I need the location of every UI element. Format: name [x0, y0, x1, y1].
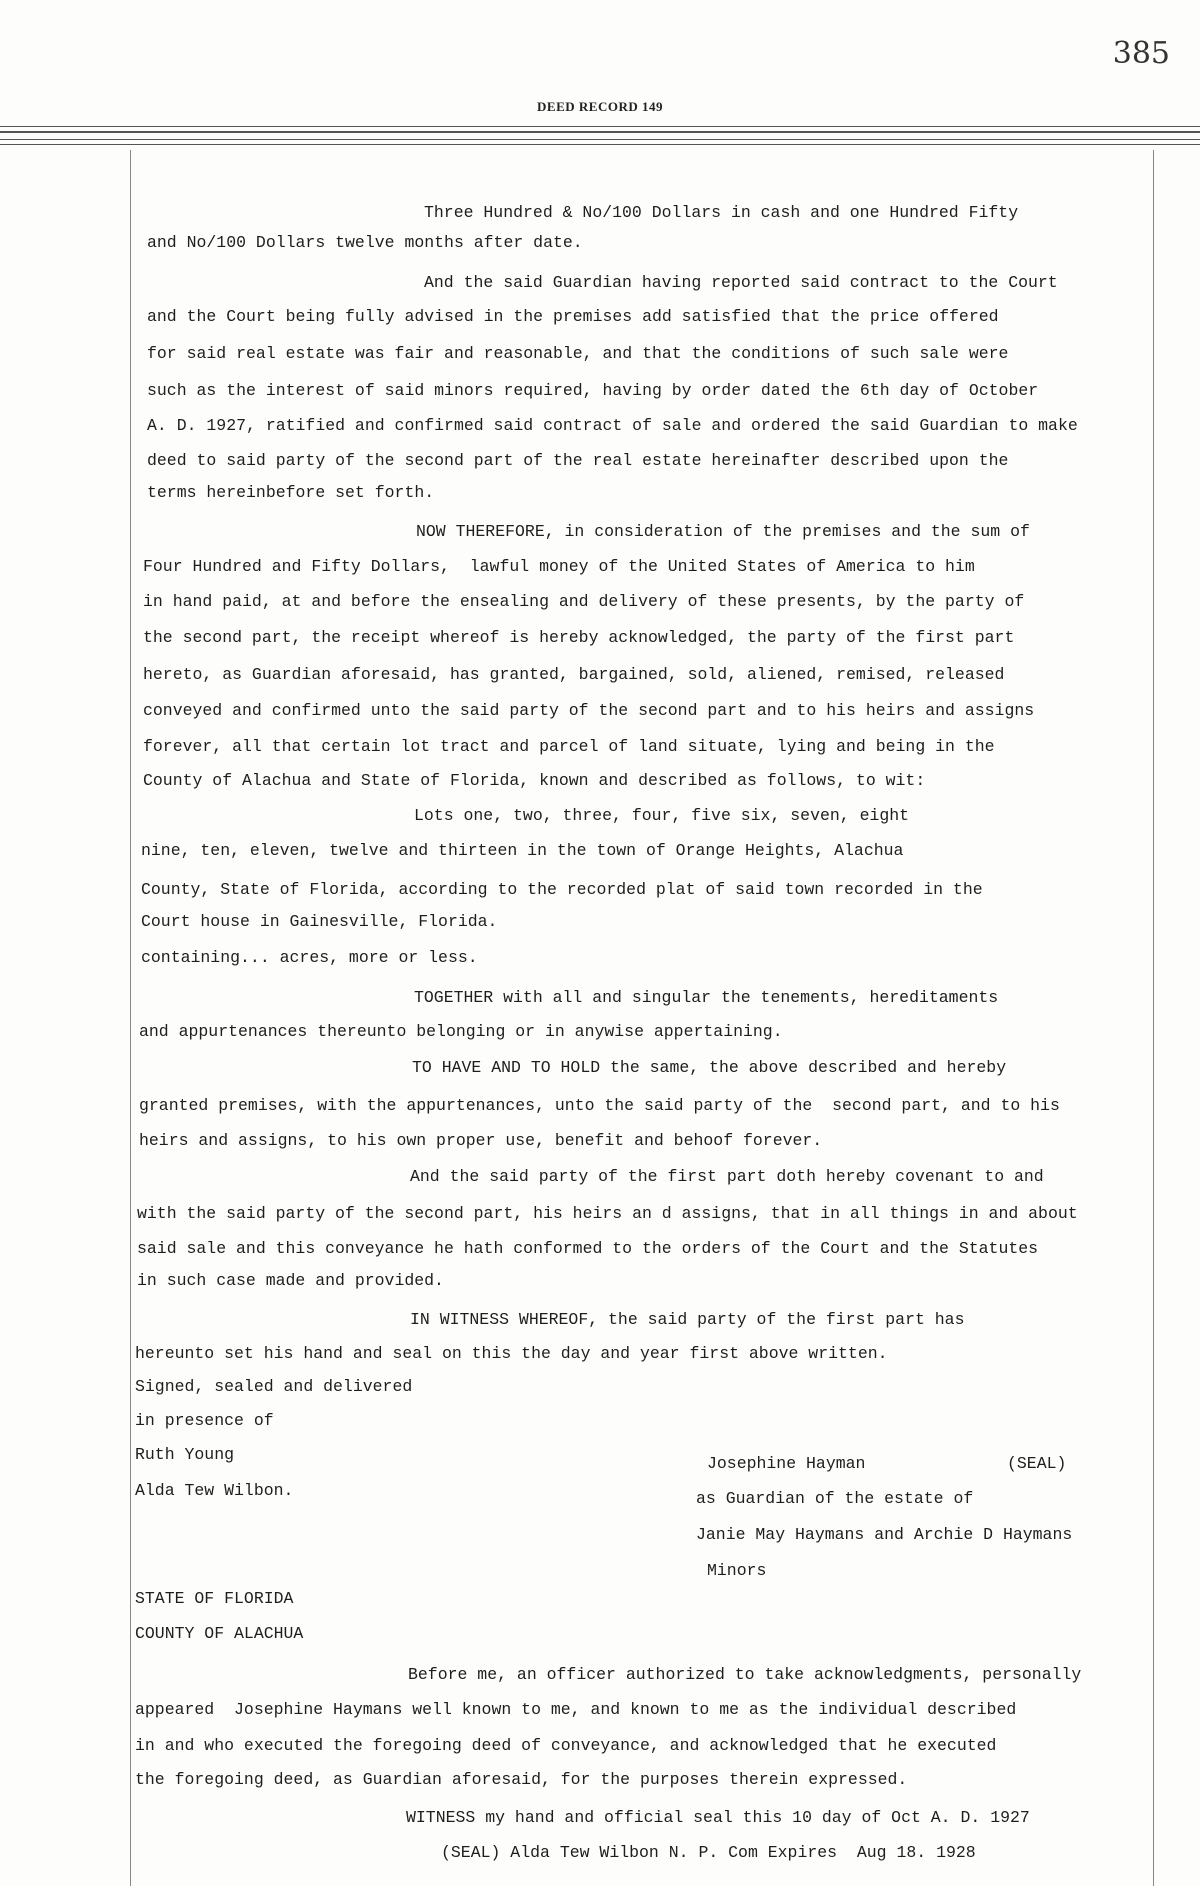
text-line: TOGETHER with all and singular the tenements, hereditaments — [414, 988, 999, 1007]
text-line: in presence of — [135, 1411, 274, 1430]
text-line: such as the interest of said minors required, having by order dated the 6th day of October — [147, 381, 1039, 400]
header-rule — [0, 144, 1200, 145]
header-rule — [0, 139, 1200, 140]
text-line: Court house in Gainesville, Florida. — [141, 912, 498, 931]
signer-role: as Guardian of the estate of — [696, 1489, 974, 1508]
text-line: TO HAVE AND TO HOLD the same, the above described and hereby — [412, 1058, 1007, 1077]
text-line: County, State of Florida, according to the recorded plat of said town recorded in the — [141, 880, 983, 899]
text-line: And the said party of the first part doth hereby covenant to and — [410, 1167, 1044, 1186]
text-line: Lots one, two, three, four, five six, seven, eight — [414, 806, 910, 825]
text-line: the foregoing deed, as Guardian aforesaid, for the purposes therein expressed. — [135, 1770, 908, 1789]
text-line: Before me, an officer authorized to take acknowledgments, personally — [408, 1665, 1082, 1684]
text-line: deed to said party of the second part of the real estate hereinafter described upon the — [147, 451, 1009, 470]
witness-name: Alda Tew Wilbon. — [135, 1481, 294, 1500]
seal-mark: (SEAL) — [1007, 1454, 1067, 1473]
text-line: conveyed and confirmed unto the said party of the second part and to his heirs and assigns — [143, 701, 1035, 720]
venue-county: COUNTY OF ALACHUA — [135, 1624, 304, 1643]
page-number: 385 — [1112, 36, 1170, 71]
text-line: in and who executed the foregoing deed of conveyance, and acknowledged that he executed — [135, 1736, 997, 1755]
text-line: appeared Josephine Haymans well known to me, and known to me as the individual described — [135, 1700, 1017, 1719]
text-line: Four Hundred and Fifty Dollars, lawful money of the United States of America to him — [143, 557, 975, 576]
text-line: heirs and assigns, to his own proper use, benefit and behoof forever. — [139, 1131, 823, 1150]
left-margin-rule — [130, 150, 131, 1886]
text-line: with the said party of the second part, his heirs an d assigns, that in all things in and about — [137, 1204, 1078, 1223]
text-line: and appurtenances thereunto belonging or in anywise appertaining. — [139, 1022, 783, 1041]
text-line: nine, ten, eleven, twelve and thirteen in the town of Orange Heights, Alachua — [141, 841, 904, 860]
signer-wards: Janie May Haymans and Archie D Haymans — [696, 1525, 1073, 1544]
right-margin-rule — [1153, 150, 1154, 1886]
text-line: granted premises, with the appurtenances, unto the said party of the second part, and to his — [139, 1096, 1060, 1115]
text-line: Signed, sealed and delivered — [135, 1377, 413, 1396]
text-line: and the Court being fully advised in the premises add satisfied that the price offered — [147, 307, 999, 326]
venue-state: STATE OF FLORIDA — [135, 1589, 294, 1608]
record-header: DEED RECORD 149 — [537, 99, 663, 114]
text-line: IN WITNESS WHEREOF, the said party of the first part has — [410, 1310, 965, 1329]
text-line: NOW THEREFORE, in consideration of the premises and the sum of — [416, 522, 1030, 541]
signer-name: Josephine Hayman — [707, 1454, 866, 1473]
text-line: hereto, as Guardian aforesaid, has granted, bargained, sold, aliened, remised, released — [143, 665, 1005, 684]
text-line: County of Alachua and State of Florida, known and described as follows, to wit: — [143, 771, 926, 790]
text-line: And the said Guardian having reported said contract to the Court — [424, 273, 1058, 292]
text-line: Three Hundred & No/100 Dollars in cash and one Hundred Fifty — [424, 203, 1019, 222]
text-line: containing... acres, more or less. — [141, 948, 478, 967]
header-rule — [0, 126, 1200, 127]
header-rule — [0, 131, 1200, 133]
text-line: the second part, the receipt whereof is hereby acknowledged, the party of the first part — [143, 628, 1015, 647]
text-line: for said real estate was fair and reasonable, and that the conditions of such sale were — [147, 344, 1009, 363]
text-line: in such case made and provided. — [137, 1271, 444, 1290]
text-line: WITNESS my hand and official seal this 10 day of Oct A. D. 1927 — [406, 1808, 1030, 1827]
text-line: forever, all that certain lot tract and parcel of land situate, lying and being in the — [143, 737, 995, 756]
signer-status: Minors — [707, 1561, 767, 1580]
text-line: and No/100 Dollars twelve months after date. — [147, 233, 583, 252]
text-line: hereunto set his hand and seal on this the day and year first above written. — [135, 1344, 888, 1363]
text-line: terms hereinbefore set forth. — [147, 483, 435, 502]
text-line: said sale and this conveyance he hath conformed to the orders of the Court and the Statutes — [137, 1239, 1039, 1258]
witness-name: Ruth Young — [135, 1445, 235, 1464]
text-line: in hand paid, at and before the ensealing and delivery of these presents, by the party of — [143, 592, 1025, 611]
text-line: A. D. 1927, ratified and confirmed said contract of sale and ordered the said Guardian to make — [147, 416, 1078, 435]
notary-line: (SEAL) Alda Tew Wilbon N. P. Com Expires Aug 18. 1928 — [441, 1843, 976, 1862]
